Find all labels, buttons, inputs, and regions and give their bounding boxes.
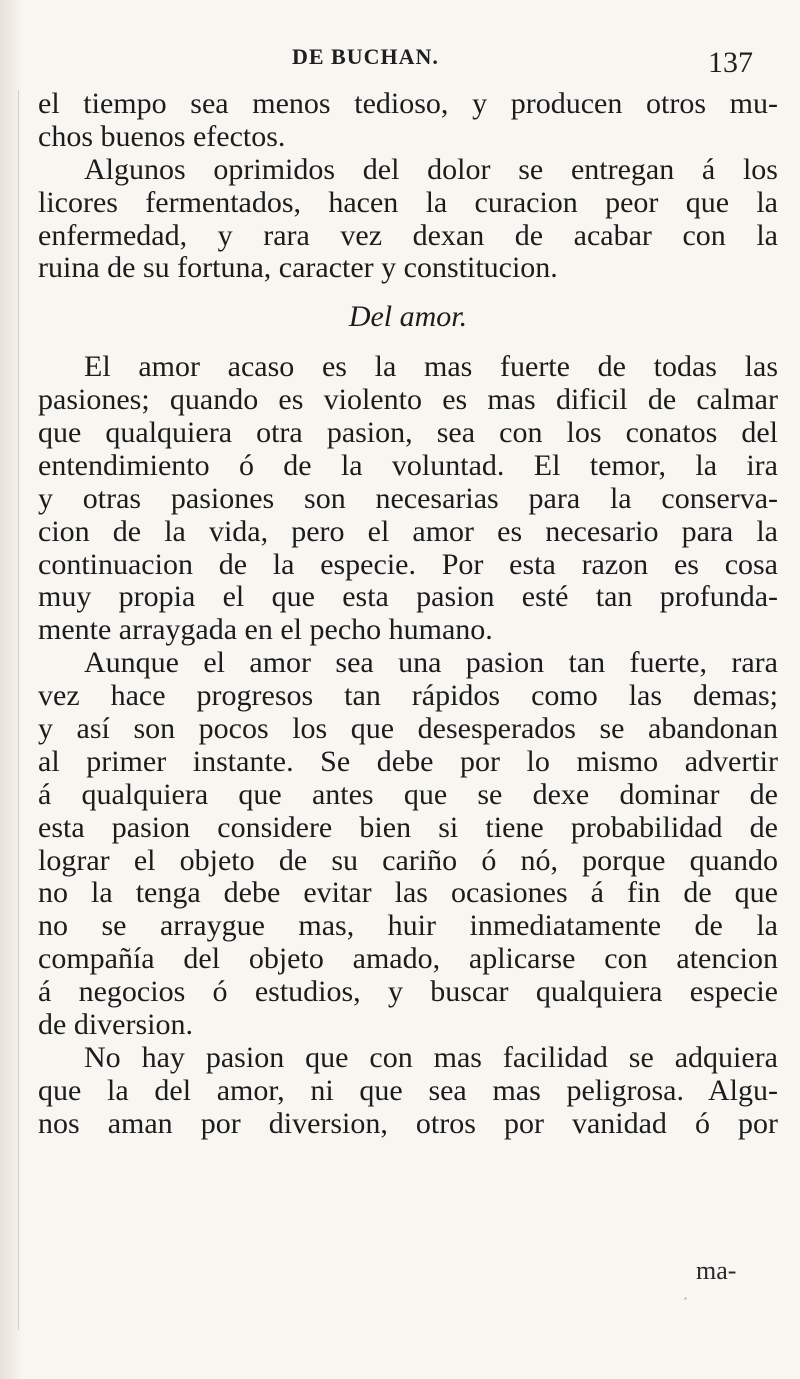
page-binding-line <box>18 90 19 1330</box>
text-line: y así son pocos los que desesperados se abandonan <box>38 712 778 746</box>
page-number: 137 <box>708 46 753 79</box>
text-line: al primer instante. Se debe por lo mismo advertir <box>38 744 778 778</box>
text-line: cion de la vida, pero el amor es necesario para la <box>38 514 778 548</box>
running-head: DE BUCHAN. <box>292 44 439 69</box>
text-line: licores fermentados, hacen la curacion peor que la <box>38 185 778 219</box>
text-line: mente arraygada en el pecho humano. <box>38 613 493 647</box>
text-line: y otras pasiones son necesarias para la conserva- <box>38 481 778 515</box>
section-title: Del amor. <box>348 300 468 334</box>
text-line: no se arraygue mas, huir inmediatamente de la <box>38 909 778 943</box>
text-line: chos buenos efectos. <box>38 119 286 153</box>
text-line: pasiones; quando es violento es mas dificil de calmar <box>38 383 778 417</box>
text-line: enfermedad, y rara vez dexan de acabar con la <box>38 218 778 252</box>
catchword: ma- <box>696 1256 737 1285</box>
text-line: Aunque el amor sea una pasion tan fuerte, rara <box>84 646 778 680</box>
text-line: de diversion. <box>38 1008 193 1042</box>
text-line: el tiempo sea menos tedioso, y producen otros mu- <box>38 87 778 120</box>
text-line: compañía del objeto amado, aplicarse con atencion <box>38 942 778 976</box>
text-line: ruina de su fortuna, caracter y constitucion. <box>38 251 558 285</box>
text-line: no la tenga debe evitar las ocasiones á fin de que <box>38 876 778 910</box>
body-text <box>38 88 778 1141</box>
text-line: á qualquiera que antes que se dexe dominar de <box>38 777 778 811</box>
text-line: No hay pasion que con mas facilidad se adquiera <box>84 1040 778 1074</box>
text-line: lograr el objeto de su cariño ó nó, porque quando <box>38 843 778 877</box>
text-line: que qualquiera otra pasion, sea con los conatos del <box>38 416 778 450</box>
text-line: vez hace progresos tan rápidos como las demas; <box>38 679 778 713</box>
text-line: nos aman por diversion, otros por vanidad ó por <box>38 1106 778 1140</box>
text-line: que la del amor, ni que sea mas peligrosa. Algu- <box>38 1073 778 1107</box>
text-line: esta pasion considere bien si tiene probabilidad de <box>38 810 778 844</box>
text-line: entendimiento ó de la voluntad. El temor, la ira <box>38 448 778 482</box>
text-line: Algunos oprimidos del dolor se entregan á los <box>84 152 778 186</box>
text-line: muy propia el que esta pasion esté tan profunda- <box>38 580 778 614</box>
text-line: continuacion de la especie. Por esta razon es cosa <box>38 547 778 581</box>
text-line: á negocios ó estudios, y buscar qualquiera especie <box>38 975 778 1009</box>
paper-speck: ˆ <box>683 1298 688 1309</box>
text-line: El amor acaso es la mas fuerte de todas las <box>84 350 778 384</box>
